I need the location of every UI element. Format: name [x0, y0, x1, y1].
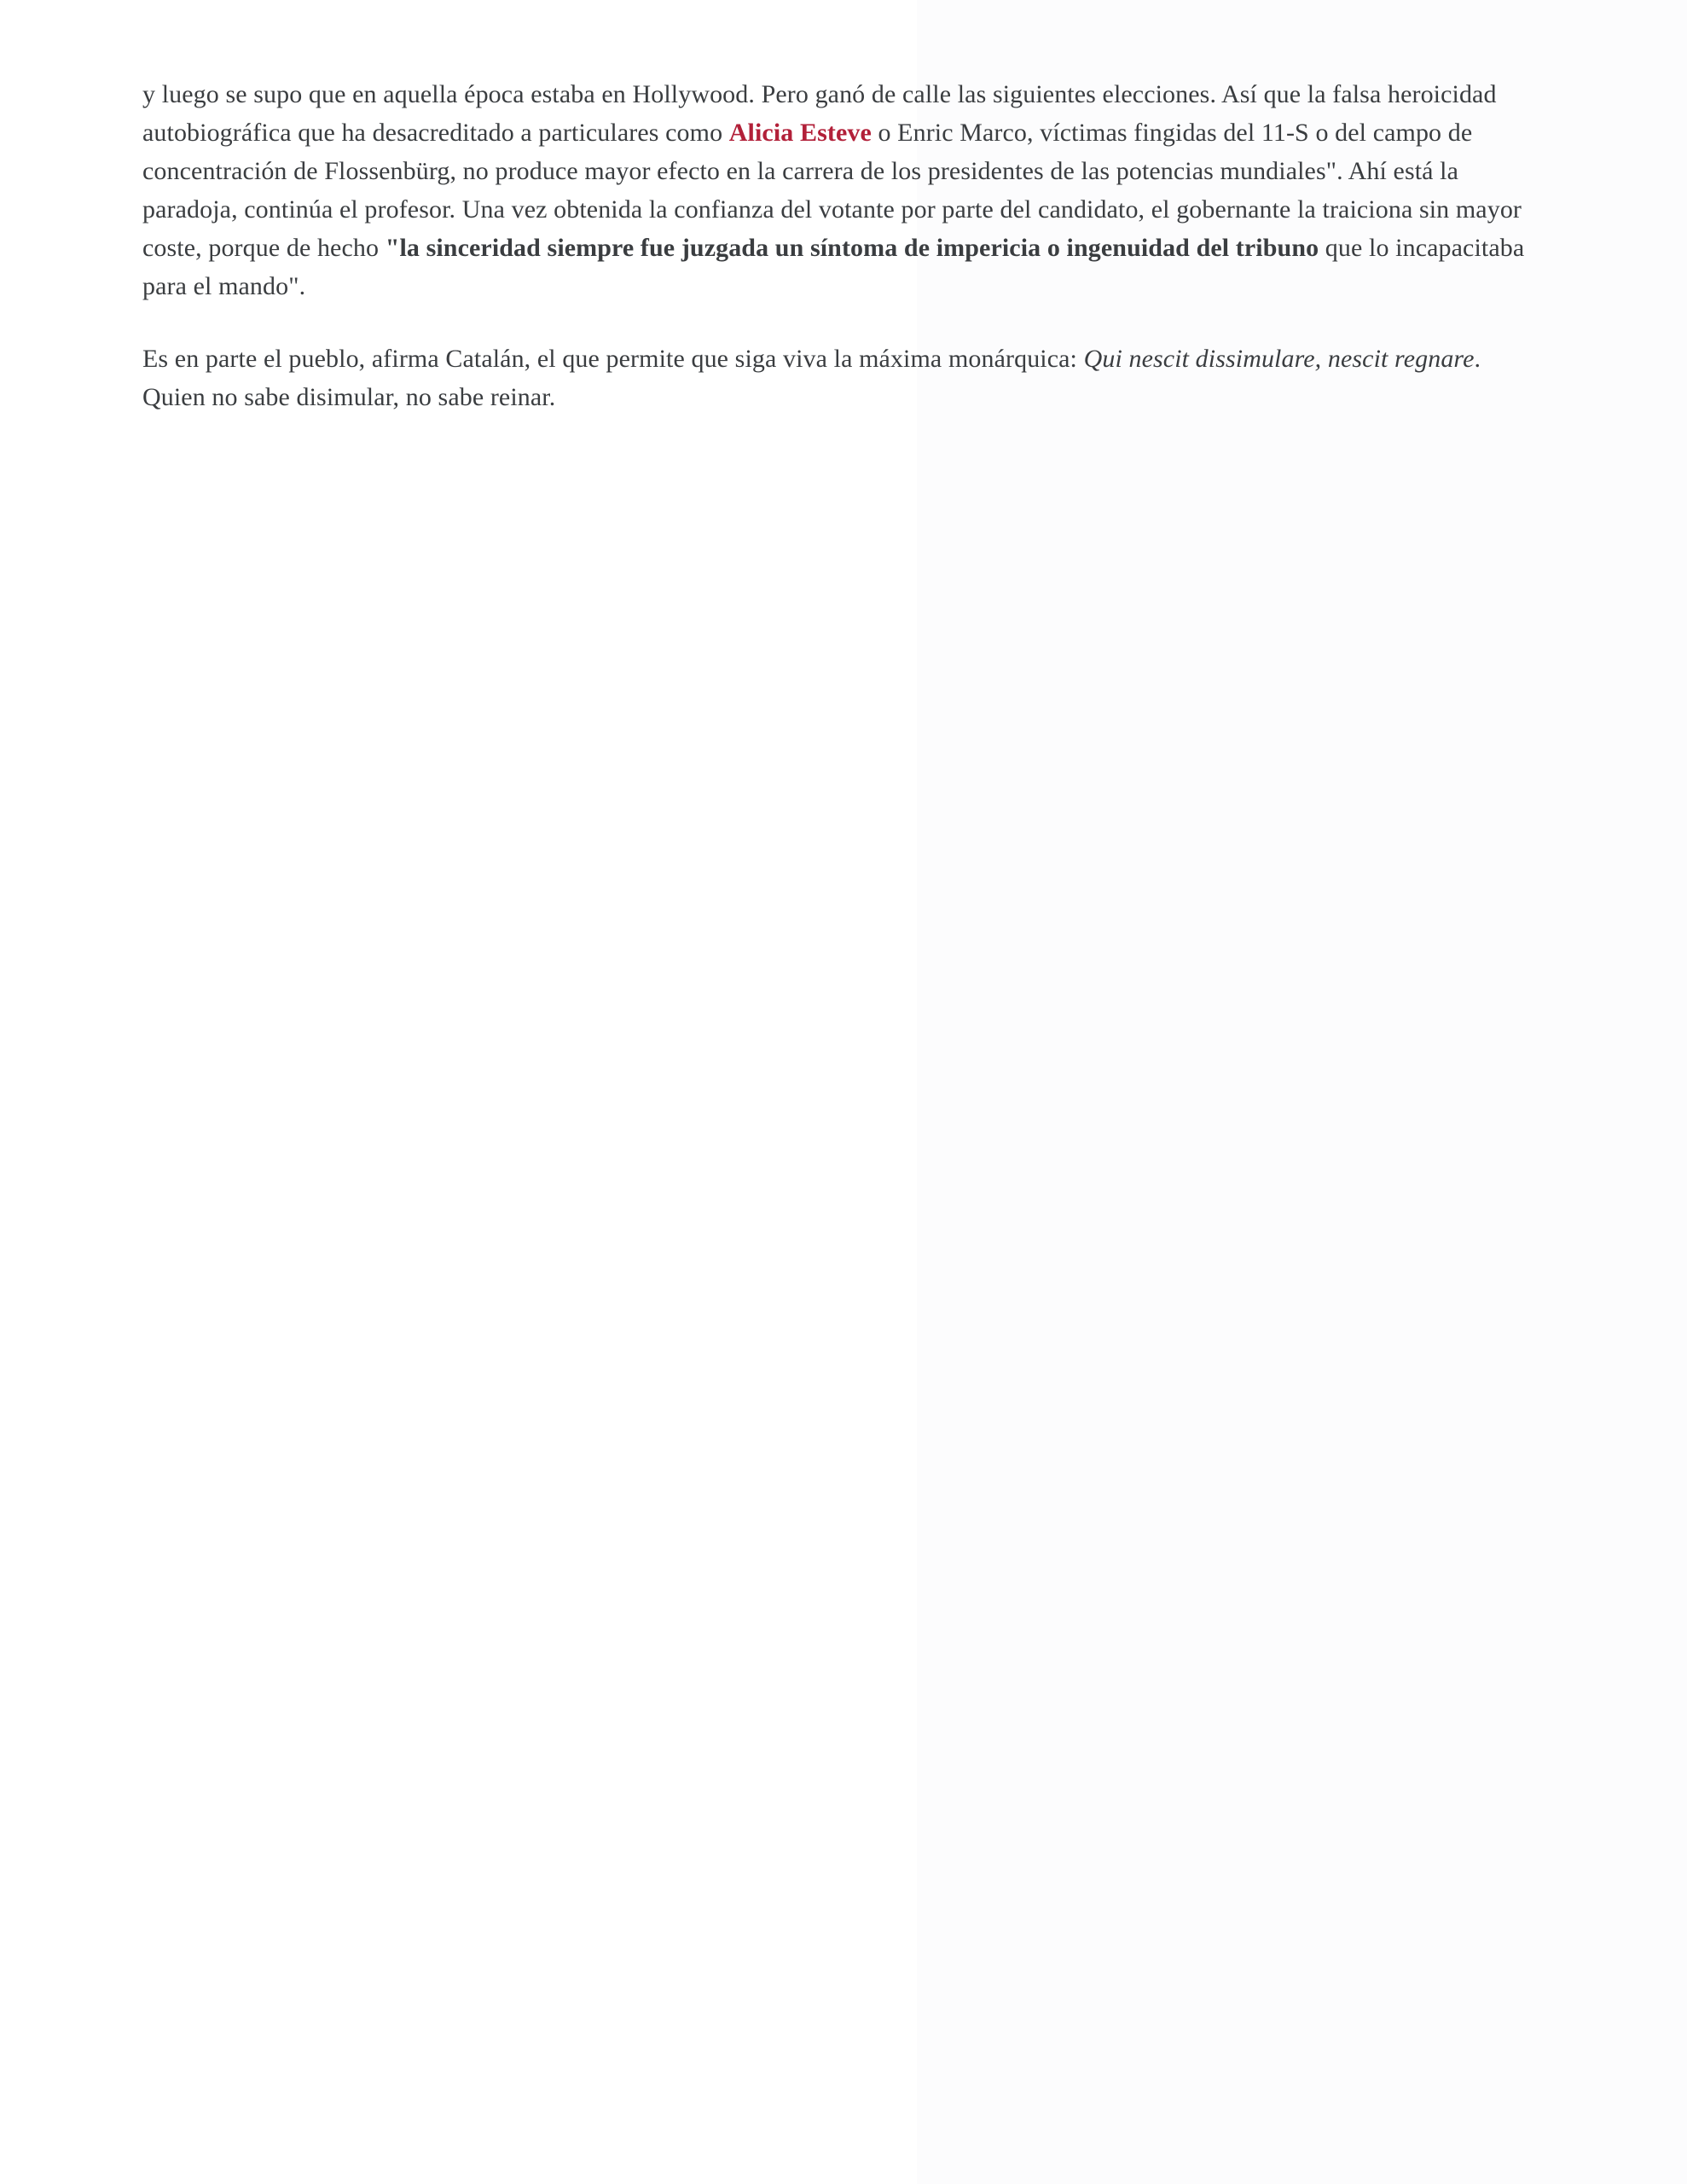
alicia-esteve-link[interactable]: Alicia Esteve	[728, 119, 872, 147]
bold-quote-segment: "la sinceridad siempre fue juzgada un síntoma de impericia o ingenuidad del tribuno	[385, 234, 1319, 262]
article-paragraph	[142, 75, 1545, 305]
text-segment: y luego se supo que en aquella época estaba en Hollywood. Pero ganó de calle las siguientes elecciones. Así que la falsa heroicidad autobiográfica que ha desacreditado a particulares como	[142, 80, 1497, 147]
text-segment: o Enric Marco, víctimas fingidas del 11-S o del campo de concentración de Flossenbürg, no produce mayor efecto en la carrera de los presidentes de las potencias mundiales". Ahí está la paradoja, continúa el profesor. Una vez obtenida la confianza del votante por parte del candidato, el gobernante la traiciona sin mayor coste, porque de hecho	[142, 119, 1522, 262]
article-body	[0, 0, 1687, 416]
text-segment: . Quien no sabe disimular, no sabe reinar.	[142, 345, 1481, 411]
article-paragraph	[142, 340, 1545, 416]
text-segment: que lo incapacitaba para el mando".	[142, 234, 1525, 300]
text-segment: Es en parte el pueblo, afirma Catalán, el que permite que siga viva la máxima monárquica:	[142, 345, 1084, 373]
latin-maxim-segment: Qui nescit dissimulare, nescit regnare	[1083, 345, 1475, 373]
